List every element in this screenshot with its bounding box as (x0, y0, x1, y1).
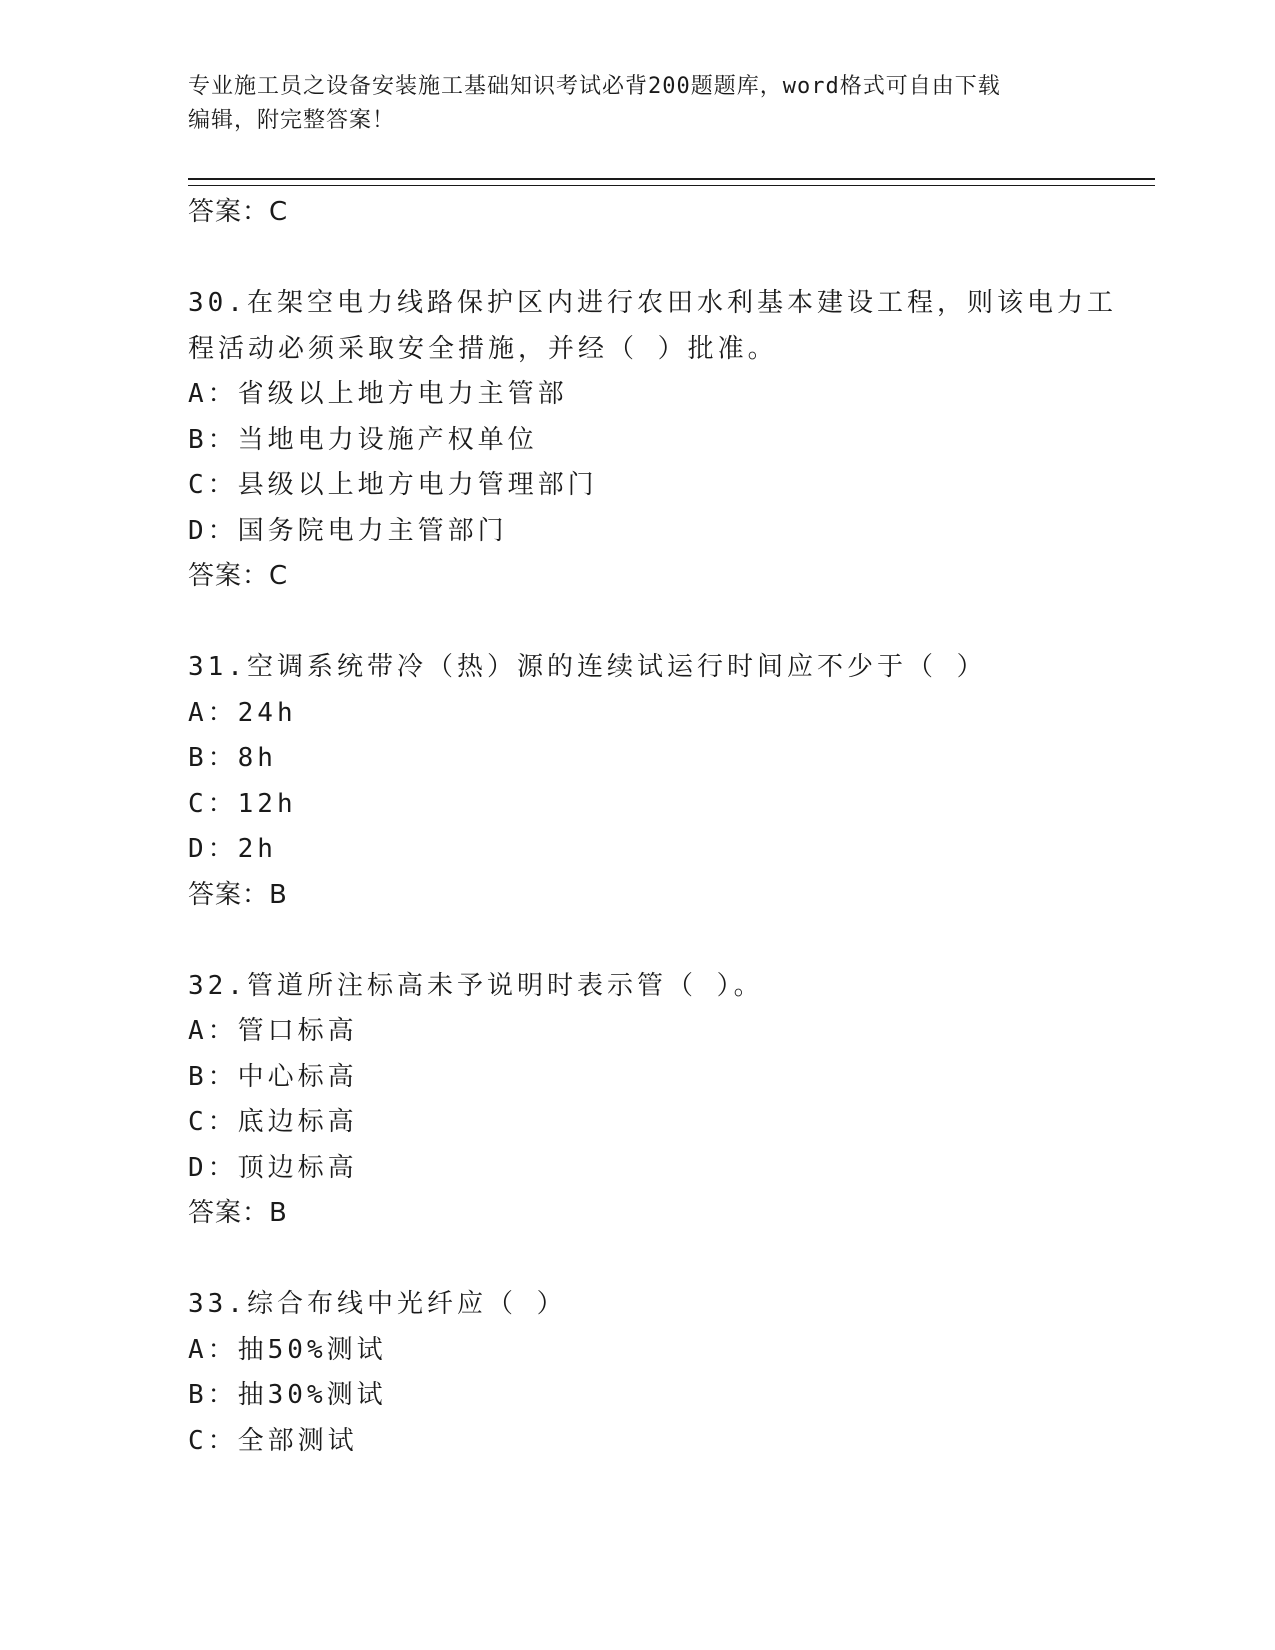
option-a: A：省级以上地方电力主管部 (188, 379, 568, 409)
header-divider (188, 178, 1155, 186)
option-a: A：24h (188, 697, 297, 728)
question-stem-continued: 程活动必须采取安全措施，并经（ ）批准。 (188, 333, 778, 364)
answer-text: 答案：C (188, 561, 289, 591)
question-stem: 31.空调系统带冷（热）源的连续试运行时间应不少于（ ） (188, 652, 987, 682)
answer-text: 答案：C (188, 197, 289, 227)
option-c: C：12h (188, 788, 297, 819)
option-b: B：当地电力设施产权单位 (188, 424, 538, 455)
option-d: D：国务院电力主管部门 (188, 515, 508, 546)
question-stem: 30.在架空电力线路保护区内进行农田水利基本建设工程，则该电力工 (188, 288, 1117, 318)
question-31 (188, 645, 1088, 918)
question-32 (188, 964, 1088, 1237)
option-a: A：抽50%测试 (188, 1334, 387, 1365)
option-d: D：顶边标高 (188, 1152, 358, 1183)
document-header (188, 70, 1088, 138)
question-list (188, 190, 1117, 1464)
answer-text: 答案：B (188, 879, 288, 910)
question-33 (188, 1282, 1088, 1464)
spacer (188, 918, 1088, 964)
question-30 (188, 281, 1117, 600)
header-line-1: 专业施工员之设备安装施工基础知识考试必背200题题库，word格式可自由下载 (188, 74, 1001, 99)
spacer (188, 1237, 1088, 1283)
option-b: B：中心标高 (188, 1061, 358, 1092)
option-b: B：抽30%测试 (188, 1380, 387, 1410)
option-a: A：管口标高 (188, 1016, 358, 1046)
header-line-2: 编辑，附完整答案！ (188, 108, 396, 133)
answer-text: 答案：B (188, 1198, 288, 1228)
option-c: C：县级以上地方电力管理部门 (188, 470, 598, 500)
option-d: D：2h (188, 834, 277, 864)
spacer (188, 600, 1088, 646)
question-stem: 33.综合布线中光纤应（ ） (188, 1289, 567, 1319)
question-stem: 32.管道所注标高未予说明时表示管（ ）。 (188, 970, 764, 1001)
option-c: C：全部测试 (188, 1425, 358, 1456)
spacer (188, 236, 1088, 282)
option-b: B：8h (188, 743, 277, 773)
option-c: C：底边标高 (188, 1107, 358, 1137)
